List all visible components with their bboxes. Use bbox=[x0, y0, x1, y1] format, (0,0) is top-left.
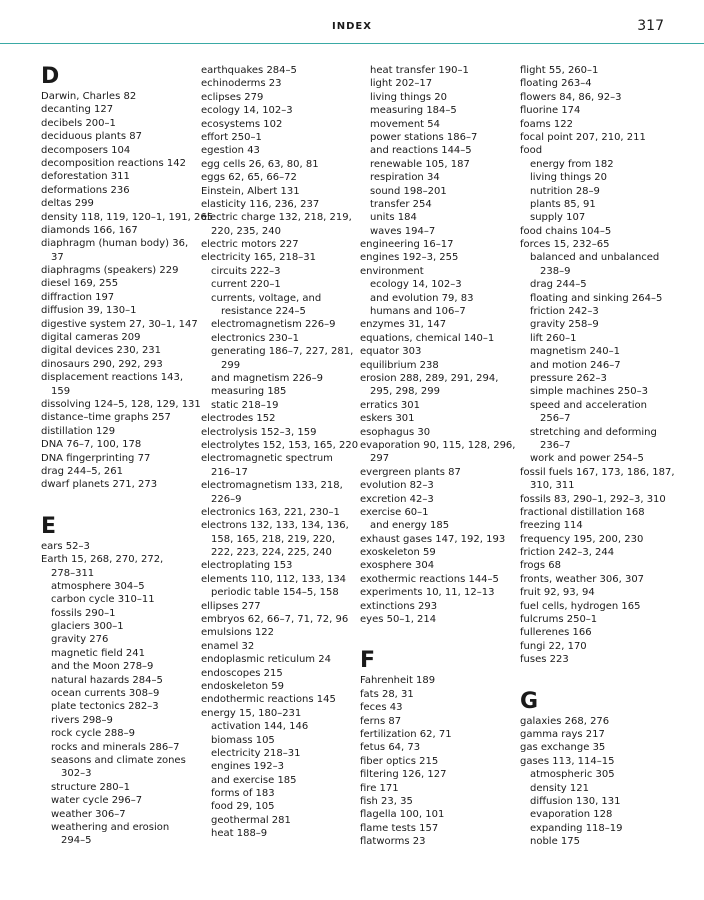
index-column-4 bbox=[520, 64, 680, 848]
index-subentry: fossils 290–1 bbox=[51, 607, 116, 619]
index-entry: earthquakes 284–5 bbox=[201, 65, 297, 76]
index-entry: Einstein, Albert 131 bbox=[201, 185, 300, 197]
index-subentry: 158, 165, 218, 219, 220, bbox=[211, 533, 336, 545]
index-column-3 bbox=[360, 64, 520, 848]
section-letter: F bbox=[360, 648, 376, 674]
index-subentry: rivers 298–9 bbox=[51, 714, 113, 726]
index-subentry: 278–311 bbox=[51, 567, 95, 579]
index-entry: fractional distillation 168 bbox=[520, 506, 645, 518]
index-entry: fuses 223 bbox=[520, 654, 569, 666]
index-entry: fetus 64, 73 bbox=[360, 742, 421, 754]
index-entry: diffusion 39, 130–1 bbox=[41, 305, 137, 317]
index-subentry: seasons and climate zones bbox=[51, 754, 186, 766]
index-subentry: 297 bbox=[370, 453, 390, 465]
index-subentry: units 184 bbox=[370, 212, 417, 224]
index-entry: decomposers 104 bbox=[41, 144, 131, 156]
index-entry: Darwin, Charles 82 bbox=[41, 91, 137, 102]
index-subentry: currents, voltage, and bbox=[211, 292, 322, 304]
running-title: INDEX bbox=[332, 21, 372, 32]
index-subentry: 236–7 bbox=[540, 439, 571, 451]
index-entry: esophagus 30 bbox=[360, 426, 431, 438]
index-entry: flowers 84, 86, 92–3 bbox=[520, 91, 622, 103]
index-entry: DNA 76–7, 100, 178 bbox=[41, 439, 142, 451]
index-subentry: and reactions 144–5 bbox=[370, 145, 472, 157]
index-entry: food bbox=[520, 145, 543, 157]
index-subentry: rock cycle 288–9 bbox=[51, 728, 135, 740]
index-subentry: heat transfer 190–1 bbox=[370, 65, 469, 76]
index-entry: fossils 83, 290–1, 292–3, 310 bbox=[520, 493, 666, 505]
index-entry: equator 303 bbox=[360, 346, 422, 358]
index-subentry: natural hazards 284–5 bbox=[51, 674, 163, 686]
index-entry: density 118, 119, 120–1, 191, 265 bbox=[41, 211, 214, 223]
index-entry: engineering 16–17 bbox=[360, 239, 454, 251]
index-entry: electromagnetic spectrum bbox=[201, 453, 333, 465]
index-entry: electroplating 153 bbox=[201, 560, 293, 572]
page-number: 317 bbox=[637, 18, 664, 34]
index-subentry: electronics 230–1 bbox=[211, 332, 299, 344]
index-entry: extinctions 293 bbox=[360, 600, 438, 612]
index-subentry: living things 20 bbox=[530, 172, 607, 184]
index-subentry: and the Moon 278–9 bbox=[51, 661, 154, 673]
index-subentry: measuring 185 bbox=[211, 386, 287, 398]
index-entry: exoskeleton 59 bbox=[360, 547, 436, 559]
index-subentry: water cycle 296–7 bbox=[51, 795, 143, 807]
index-entry: evolution 82–3 bbox=[360, 480, 434, 492]
index-entry: electrodes 152 bbox=[201, 413, 276, 425]
index-entry: emulsions 122 bbox=[201, 627, 274, 639]
index-subentry: drag 244–5 bbox=[530, 279, 587, 291]
index-entry: exercise 60–1 bbox=[360, 506, 429, 518]
index-entry: diaphragm (human body) 36, bbox=[41, 238, 189, 250]
index-entry: energy 15, 180–231 bbox=[201, 707, 302, 719]
index-entry: fullerenes 166 bbox=[520, 627, 592, 639]
index-entry: galaxies 268, 276 bbox=[520, 715, 610, 727]
index-entry: DNA fingerprinting 77 bbox=[41, 452, 151, 464]
index-subentry: sound 198–201 bbox=[370, 185, 447, 197]
index-subentry: 302–3 bbox=[61, 768, 92, 780]
index-entry: embryos 62, 66–7, 71, 72, 96 bbox=[201, 614, 349, 626]
index-entry: exothermic reactions 144–5 bbox=[360, 573, 499, 585]
index-entry: diamonds 166, 167 bbox=[41, 224, 138, 236]
index-subentry: pressure 262–3 bbox=[530, 372, 607, 384]
index-entry: fats 28, 31 bbox=[360, 688, 414, 700]
index-entry: fuel cells, hydrogen 165 bbox=[520, 600, 641, 612]
index-subentry: humans and 106–7 bbox=[370, 306, 466, 318]
index-subentry: transfer 254 bbox=[370, 198, 432, 210]
index-entry: flagella 100, 101 bbox=[360, 809, 445, 821]
index-subentry: 299 bbox=[221, 359, 241, 371]
index-subentry: plate tectonics 282–3 bbox=[51, 701, 159, 713]
section-letter: E bbox=[41, 513, 57, 539]
index-entry: electrons 132, 133, 134, 136, bbox=[201, 520, 349, 532]
index-entry: ferns 87 bbox=[360, 715, 402, 727]
index-entry: food chains 104–5 bbox=[520, 225, 612, 237]
index-subentry: supply 107 bbox=[530, 212, 586, 224]
index-entry: frequency 195, 200, 230 bbox=[520, 533, 644, 545]
index-subentry: forms of 183 bbox=[211, 788, 275, 800]
index-entry: foams 122 bbox=[520, 118, 573, 130]
index-subentry: rocks and minerals 286–7 bbox=[51, 741, 180, 753]
index-subentry: plants 85, 91 bbox=[530, 198, 596, 210]
index-entry: endothermic reactions 145 bbox=[201, 694, 336, 706]
index-entry: fire 171 bbox=[360, 782, 399, 794]
index-subentry: and magnetism 226–9 bbox=[211, 372, 323, 384]
index-entry: elements 110, 112, 133, 134 bbox=[201, 573, 347, 585]
index-subentry: 216–17 bbox=[211, 466, 248, 478]
index-subentry: electromagnetism 226–9 bbox=[211, 319, 336, 331]
index-subentry: 220, 235, 240 bbox=[211, 225, 281, 237]
index-subentry: and evolution 79, 83 bbox=[370, 292, 474, 304]
index-subentry: diffusion 130, 131 bbox=[530, 795, 621, 807]
index-subentry: lift 260–1 bbox=[530, 332, 577, 344]
index-subentry: evaporation 128 bbox=[530, 809, 613, 821]
section-letter: G bbox=[520, 688, 539, 714]
index-entry: gas exchange 35 bbox=[520, 742, 606, 754]
index-entry: excretion 42–3 bbox=[360, 493, 434, 505]
index-entry: frogs 68 bbox=[520, 560, 561, 572]
index-entry: flight 55, 260–1 bbox=[520, 65, 599, 76]
index-subentry: biomass 105 bbox=[211, 734, 275, 746]
index-subentry: electricity 218–31 bbox=[211, 747, 301, 759]
index-entry: erratics 301 bbox=[360, 399, 420, 411]
index-subentry: renewable 105, 187 bbox=[370, 158, 470, 170]
index-subentry: and exercise 185 bbox=[211, 774, 297, 786]
index-subentry: power stations 186–7 bbox=[370, 131, 478, 143]
index-entry: Fahrenheit 189 bbox=[360, 675, 436, 687]
section-letter: D bbox=[41, 64, 60, 89]
index-subentry: 294–5 bbox=[61, 835, 92, 847]
index-entry: diesel 169, 255 bbox=[41, 278, 119, 290]
index-subentry: heat 188–9 bbox=[211, 828, 268, 840]
index-entry: electromagnetism 133, 218, bbox=[201, 480, 343, 492]
index-entry: drag 244–5, 261 bbox=[41, 465, 124, 477]
index-entry: ecology 14, 102–3 bbox=[201, 105, 293, 117]
index-subentry: structure 280–1 bbox=[51, 781, 131, 793]
index-subentry: expanding 118–19 bbox=[530, 822, 623, 834]
index-entry: evergreen plants 87 bbox=[360, 466, 461, 478]
index-entry: fertilization 62, 71 bbox=[360, 728, 452, 740]
index-entry: friction 242–3, 244 bbox=[520, 547, 615, 559]
index-entry: electricity 165, 218–31 bbox=[201, 252, 316, 264]
index-subentry: 37 bbox=[51, 251, 64, 263]
index-subentry: simple machines 250–3 bbox=[530, 386, 648, 398]
index-subentry: and motion 246–7 bbox=[530, 359, 621, 371]
index-subentry: gravity 276 bbox=[51, 634, 109, 646]
index-entry: decibels 200–1 bbox=[41, 117, 116, 129]
index-entry: erosion 288, 289, 291, 294, bbox=[360, 372, 499, 384]
index-subentry: respiration 34 bbox=[370, 172, 440, 184]
index-subentry: and energy 185 bbox=[370, 520, 450, 532]
index-subentry: magnetism 240–1 bbox=[530, 346, 620, 358]
index-entry: freezing 114 bbox=[520, 520, 583, 532]
index-entry: diaphragms (speakers) 229 bbox=[41, 265, 179, 277]
index-subentry: generating 186–7, 227, 281, bbox=[211, 346, 354, 358]
index-entry: electric charge 132, 218, 219, bbox=[201, 212, 352, 224]
index-entry: equations, chemical 140–1 bbox=[360, 332, 495, 344]
index-entry: equilibrium 238 bbox=[360, 359, 439, 371]
index-entry: exhaust gases 147, 192, 193 bbox=[360, 533, 506, 545]
index-entry: electrolytes 152, 153, 165, 220 bbox=[201, 439, 359, 451]
index-entry: evaporation 90, 115, 128, 296, bbox=[360, 439, 516, 451]
index-subentry: activation 144, 146 bbox=[211, 721, 309, 733]
index-entry: decanting 127 bbox=[41, 104, 114, 116]
index-entry: deltas 299 bbox=[41, 198, 94, 210]
index-subentry: glaciers 300–1 bbox=[51, 621, 124, 633]
index-entry: ears 52–3 bbox=[41, 540, 90, 552]
index-subentry: 226–9 bbox=[211, 493, 242, 505]
index-entry: electrolysis 152–3, 159 bbox=[201, 426, 317, 438]
index-subentry: stretching and deforming bbox=[530, 426, 657, 438]
index-subentry: geothermal 281 bbox=[211, 814, 291, 826]
index-subentry: 295, 298, 299 bbox=[370, 386, 440, 398]
index-subentry: atmospheric 305 bbox=[530, 769, 615, 781]
index-entry: ellipses 277 bbox=[201, 600, 261, 612]
index-subentry: food 29, 105 bbox=[211, 801, 275, 813]
index-entry: Earth 15, 268, 270, 272, bbox=[41, 554, 164, 566]
index-entry: fronts, weather 306, 307 bbox=[520, 573, 645, 585]
index-subentry: ocean currents 308–9 bbox=[51, 688, 160, 700]
index-entry: distance–time graphs 257 bbox=[41, 412, 171, 424]
index-entry: focal point 207, 210, 211 bbox=[520, 131, 646, 143]
index-entry: diffraction 197 bbox=[41, 291, 115, 303]
index-entry: eskers 301 bbox=[360, 413, 415, 425]
index-subentry: friction 242–3 bbox=[530, 306, 599, 318]
index-subentry: density 121 bbox=[530, 782, 589, 794]
index-entry: fungi 22, 170 bbox=[520, 640, 587, 652]
index-entry: egg cells 26, 63, 80, 81 bbox=[201, 158, 319, 170]
index-subentry: gravity 258–9 bbox=[530, 319, 599, 331]
index-entry: eggs 62, 65, 66–72 bbox=[201, 172, 297, 184]
index-entry: engines 192–3, 255 bbox=[360, 252, 459, 264]
index-column-2 bbox=[201, 64, 361, 841]
index-entry: fiber optics 215 bbox=[360, 755, 439, 767]
index-subentry: noble 175 bbox=[530, 836, 580, 848]
index-entry: enzymes 31, 147 bbox=[360, 319, 447, 331]
index-entry: enamel 32 bbox=[201, 640, 255, 652]
index-entry: fulcrums 250–1 bbox=[520, 614, 598, 626]
index-entry: filtering 126, 127 bbox=[360, 769, 447, 781]
index-subentry: weather 306–7 bbox=[51, 808, 126, 820]
index-entry: dissolving 124–5, 128, 129, 131 bbox=[41, 398, 201, 410]
index-subentry: periodic table 154–5, 158 bbox=[211, 587, 339, 599]
index-entry: fish 23, 35 bbox=[360, 795, 413, 807]
index-entry: gamma rays 217 bbox=[520, 728, 605, 740]
index-subentry: 256–7 bbox=[540, 413, 571, 425]
index-entry: displacement reactions 143, bbox=[41, 372, 184, 384]
index-entry: deciduous plants 87 bbox=[41, 131, 142, 143]
index-subentry: movement 54 bbox=[370, 118, 440, 130]
index-subentry: measuring 184–5 bbox=[370, 105, 457, 117]
index-entry: fluorine 174 bbox=[520, 105, 581, 117]
index-entry: elasticity 116, 236, 237 bbox=[201, 198, 320, 210]
index-entry: distillation 129 bbox=[41, 425, 116, 437]
page-header bbox=[0, 0, 704, 44]
index-entry: dinosaurs 290, 292, 293 bbox=[41, 358, 163, 370]
index-subentry: weathering and erosion bbox=[51, 821, 170, 833]
index-entry: exosphere 304 bbox=[360, 560, 435, 572]
index-subentry: magnetic field 241 bbox=[51, 647, 145, 659]
index-entry: forces 15, 232–65 bbox=[520, 239, 610, 251]
index-subentry: engines 192–3 bbox=[211, 761, 284, 773]
index-entry: endoplasmic reticulum 24 bbox=[201, 654, 331, 666]
index-subentry: floating and sinking 264–5 bbox=[530, 292, 663, 304]
index-entry: fruit 92, 93, 94 bbox=[520, 587, 595, 599]
index-subentry: 310, 311 bbox=[530, 480, 575, 492]
index-entry: effort 250–1 bbox=[201, 131, 262, 143]
index-subentry: atmosphere 304–5 bbox=[51, 580, 145, 592]
index-subentry: balanced and unbalanced bbox=[530, 252, 660, 264]
section-spacer bbox=[41, 492, 201, 514]
index-subentry: nutrition 28–9 bbox=[530, 185, 600, 197]
index-entry: flatworms 23 bbox=[360, 836, 426, 848]
index-subentry: ecology 14, 102–3 bbox=[370, 279, 462, 291]
index-entry: experiments 10, 11, 12–13 bbox=[360, 587, 495, 599]
index-entry: electric motors 227 bbox=[201, 239, 299, 251]
index-entry: flame tests 157 bbox=[360, 822, 439, 834]
index-subentry: static 218–19 bbox=[211, 399, 279, 411]
section-spacer bbox=[360, 626, 520, 648]
index-subentry: speed and acceleration bbox=[530, 399, 647, 411]
index-subentry: 159 bbox=[51, 385, 71, 397]
index-entry: ecosystems 102 bbox=[201, 118, 283, 130]
index-entry: digestive system 27, 30–1, 147 bbox=[41, 318, 198, 330]
index-subentry: work and power 254–5 bbox=[530, 453, 644, 465]
index-subentry: living things 20 bbox=[370, 91, 447, 103]
index-subentry: 222, 223, 224, 225, 240 bbox=[211, 547, 332, 559]
index-entry: dwarf planets 271, 273 bbox=[41, 479, 158, 491]
index-subentry: 238–9 bbox=[540, 265, 571, 277]
index-entry: deforestation 311 bbox=[41, 171, 130, 183]
index-subentry: circuits 222–3 bbox=[211, 265, 281, 277]
index-entry: endoscopes 215 bbox=[201, 667, 283, 679]
index-subentry: energy from 182 bbox=[530, 158, 614, 170]
section-spacer bbox=[520, 667, 680, 689]
index-entry: gases 113, 114–15 bbox=[520, 755, 615, 767]
index-entry: feces 43 bbox=[360, 702, 403, 714]
index-subentry: carbon cycle 310–11 bbox=[51, 594, 155, 606]
index-column-1 bbox=[41, 64, 214, 848]
index-subentry: resistance 224–5 bbox=[221, 306, 306, 318]
index-entry: eclipses 279 bbox=[201, 91, 264, 103]
index-entry: digital cameras 209 bbox=[41, 332, 141, 344]
index-entry: echinoderms 23 bbox=[201, 78, 282, 90]
index-entry: environment bbox=[360, 265, 424, 277]
index-entry: digital devices 230, 231 bbox=[41, 345, 162, 357]
index-entry: deformations 236 bbox=[41, 184, 130, 196]
index-entry: decomposition reactions 142 bbox=[41, 157, 186, 169]
index-entry: floating 263–4 bbox=[520, 78, 592, 90]
index-entry: egestion 43 bbox=[201, 145, 260, 157]
index-entry: eyes 50–1, 214 bbox=[360, 614, 437, 626]
index-subentry: waves 194–7 bbox=[370, 225, 436, 237]
index-subentry: current 220–1 bbox=[211, 279, 281, 291]
index-subentry: light 202–17 bbox=[370, 78, 433, 90]
index-entry: electronics 163, 221, 230–1 bbox=[201, 506, 340, 518]
index-entry: fossil fuels 167, 173, 186, 187, bbox=[520, 466, 675, 478]
index-entry: endoskeleton 59 bbox=[201, 680, 284, 692]
